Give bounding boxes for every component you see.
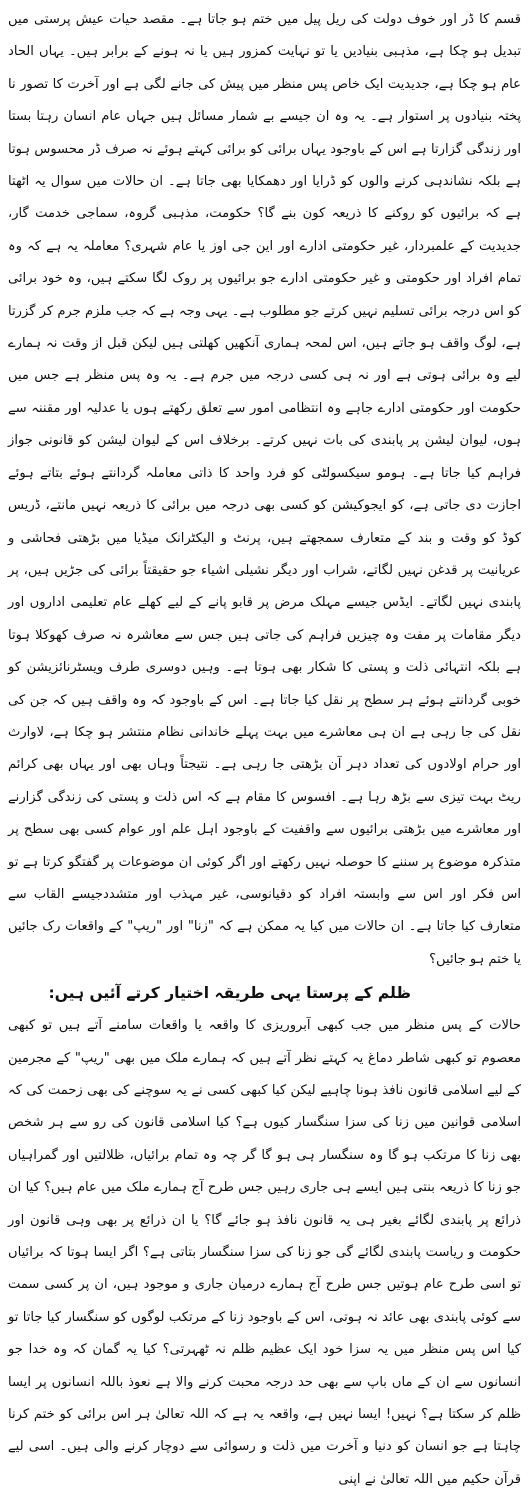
article-paragraph-1: قسم کا ڈر اور خوف دولت کی ریل پیل میں ختم ہو جاتا ہے۔ مقصد حیات عیش پرستی میں تبدیل ہو چکا ہے، مذہبی بنیادیں یا تو نہایت کمزور ہیں یا نہ ہونے کے برابر ہیں۔ یہاں الحاد عام ہو چکا ہے، جدیدیت ایک خاص پس منظر میں پیش کی جانے لگی ہے اور آخرت کا تصور نا پختہ بنیادوں پر استوار ہے۔ یہ وہ ان جیسے بے شمار مسائل ہیں جہاں عام انسان رہتا بستا اور زندگی گزارتا ہے اس کے باوجود یہاں برائی کو برائی کہتے ہوئے نہ صرف ڈر محسوس ہوتا ہے بلکہ نشاندہی کرنے والوں کو ڈرایا اور دھمکایا بھی جاتا ہے۔ ان حالات میں سوال یہ اٹھتا ہے کہ برائیوں کو روکنے کا ذریعہ کون بنے گا؟ حکومت، مذہبی گروہ، سماجی خدمت گار، جدیدیت کے علمبردار، غیر حکومتی ادارے اور این جی اوز یا عام شہری؟ معاملہ یہ ہے کہ وہ تمام افراد اور حکومتی و غیر حکومتی ادارے جو برائیوں پر روک لگا سکتے ہیں، وہ خود برائی کو اس درجہ برائی تسلیم نہیں کرتے جو مطلوب ہے۔ یہی وجہ ہے کہ جب ملزم جرم کر گزرتا ہے، لوگ واقف ہو جاتے ہیں، اس لمحہ ہماری آنکھیں کھلتی ہیں لیکن قبل از وقت نہ ہمارے لیے وہ برائی ہوتی ہے اور نہ ہی کسی درجہ میں جرم ہے۔ یہ وہ پس منظر ہے جس میں حکومت اور حکومتی ادارے جاہے وہ انتظامی امور سے تعلق رکھتے ہوں یا عدلیہ اور مقننہ سے ہوں، لیوان لیشن پر پابندی کی بات نہیں کرتے۔ برخلاف اس کے لیوان لیشن کو قانونی جواز فراہم کیا جاتا ہے۔ ہومو سیکسولٹی کو فرد واحد کا ذاتی معاملہ گردانتے ہوئے بتاتے ہوئے اجازت دی جاتی ہے، کو ایجوکیشن کو کسی بھی درجہ میں برائی کا ذریعہ نہیں مانتے، ڈریس کوڈ کو وقت و بند کے متعارف سمجھتے ہیں، پرنٹ و الیکٹرانک میڈیا میں بڑھتی فحاشی و عریانیت پر قدغن نہیں لگاتے، شراب اور دیگر نشیلی اشیاء جو حقیقتاً برائی کی جڑیں ہیں، پر پابندی نہیں لگاتے۔ ایڈس جیسے مہلک مرض پر قابو پانے کے لیے کھلے عام تعلیمی اداروں اور دیگر مقامات پر مفت وہ چیزیں فراہم کی جاتی ہیں جس سے معاشرہ نہ صرف کھوکلا ہوتا ہے بلکہ انتہائی ذلت و پستی کا شکار بھی ہوتا ہے۔ وہیں دوسری طرف ویسٹرنائزیشن کو خوبی گردانتے ہوئے ہر سطح پر نقل کیا جاتا ہے۔ اس کے باوجود کہ وہ واقف ہیں کہ جن کی نقل کی جا رہی ہے ان ہی معاشرے میں بہت پہلے خاندانی نظام منتشر ہو چکا ہے، لاوارث اور حرام اولادوں کی تعداد دہر آن بڑھتی جا رہی ہے۔ نتیجتاً وہاں بھی اور یہاں بھی کرائم ریٹ بہت تیزی سے بڑھ رہا ہے۔ افسوس کا مقام ہے کہ اس ذلت و پستی کی زندگی گزارنے اور معاشرے میں بڑھتی برائیوں سے واقفیت کے باوجود اہل علم اور عوام کسی بھی سطح پر متذکرہ موضوع پر سننے کا حوصلہ نہیں رکھتے اور اگر کوئی ان موضوعات پر گفتگو کرتا ہے تو اس فکر اور اس سے وابستہ افراد کو دقیانوسی، غیر مہذب اور متشددجیسے القاب سے متعارف کیا جاتا ہے۔ ان حالات میں کیا یہ ممکن ہے کہ "زنا" اور "ریپ" کے واقعات رک جائیں یا ختم ہو جائیں؟ bbox=[8, 12, 521, 967]
article-paragraph-2: حالات کے پس منظر میں جب کبھی آبروریزی کا واقعہ یا واقعات سامنے آتے ہیں تو کبھی معصوم تو کبھی شاطر دماغ یہ کہتے نظر آتے ہیں کہ ہمارے ملک میں بھی "ریپ" کے مجرمین کے لیے اسلامی قانون نافذ ہونا چاہیے لیکن کیا کبھی کسی نے یہ سوچنے کی بھی زحمت کی کہ اسلامی قوانین میں زنا کی سزا سنگسار کیوں ہے؟ کیا اسلامی قانون کی رو سے ہر شخص بھی زنا کا مرتکب ہو گا وہ سنگسار ہی ہو گا گر چہ وہ تمام برائیاں، ظلالتیں اور گمراہیاں جو زنا کا ذریعہ بنتی ہیں ایسے ہی جاری رہیں جس طرح آج ہمارے ملک میں عام ہیں؟ کیا ان ذرائع پر پابندی لگائے بغیر ہی یہ قانون نافذ ہو جائے گا؟ یا ان ذرائع پر بھی وہی قانون اور حکومت و ریاست پابندی لگائے گی جو زنا کی سزا سنگسار بتاتی ہے؟ اگر ایسا ہوتا کہ برائیاں تو اسی طرح عام ہوتیں جس طرح آج ہمارے درمیان جاری و موجود ہیں، ان پر کسی سمت سے کوئی پابندی بھی عائد نہ ہوتی، اس کے باوجود زنا کے مرتکب لوگوں کو سنگسار کیا جاتا تو کیا اس پس منظر میں یہ سزا خود ایک عظیم ظلم نہ ٹھہرتی؟ کیا یہ گمان کہ وہ خدا جو انسانوں سے ان کے ماں باپ سے بھی حد درجہ محبت کرنے والا ہے نعوذ باللہ انسانوں پر ایسا ظلم کر سکتا ہے؟ نہیں! ایسا نہیں ہے، واقعہ یہ ہے کہ اللہ تعالیٰ ہر اس برائی کو ختم کرنا چاہتا ہے جو انسان کو دنیا و آخرت میں ذلت و رسوائی سے دوچار کرنے والی ہیں۔ اسی لیے قرآن حکیم میں اللہ تعالیٰ نے اپنی bbox=[8, 1018, 521, 1487]
section-heading: ظلم کے پرستا یہی طریقہ اختیار کرتے آئیں ہیں: bbox=[48, 984, 411, 1003]
